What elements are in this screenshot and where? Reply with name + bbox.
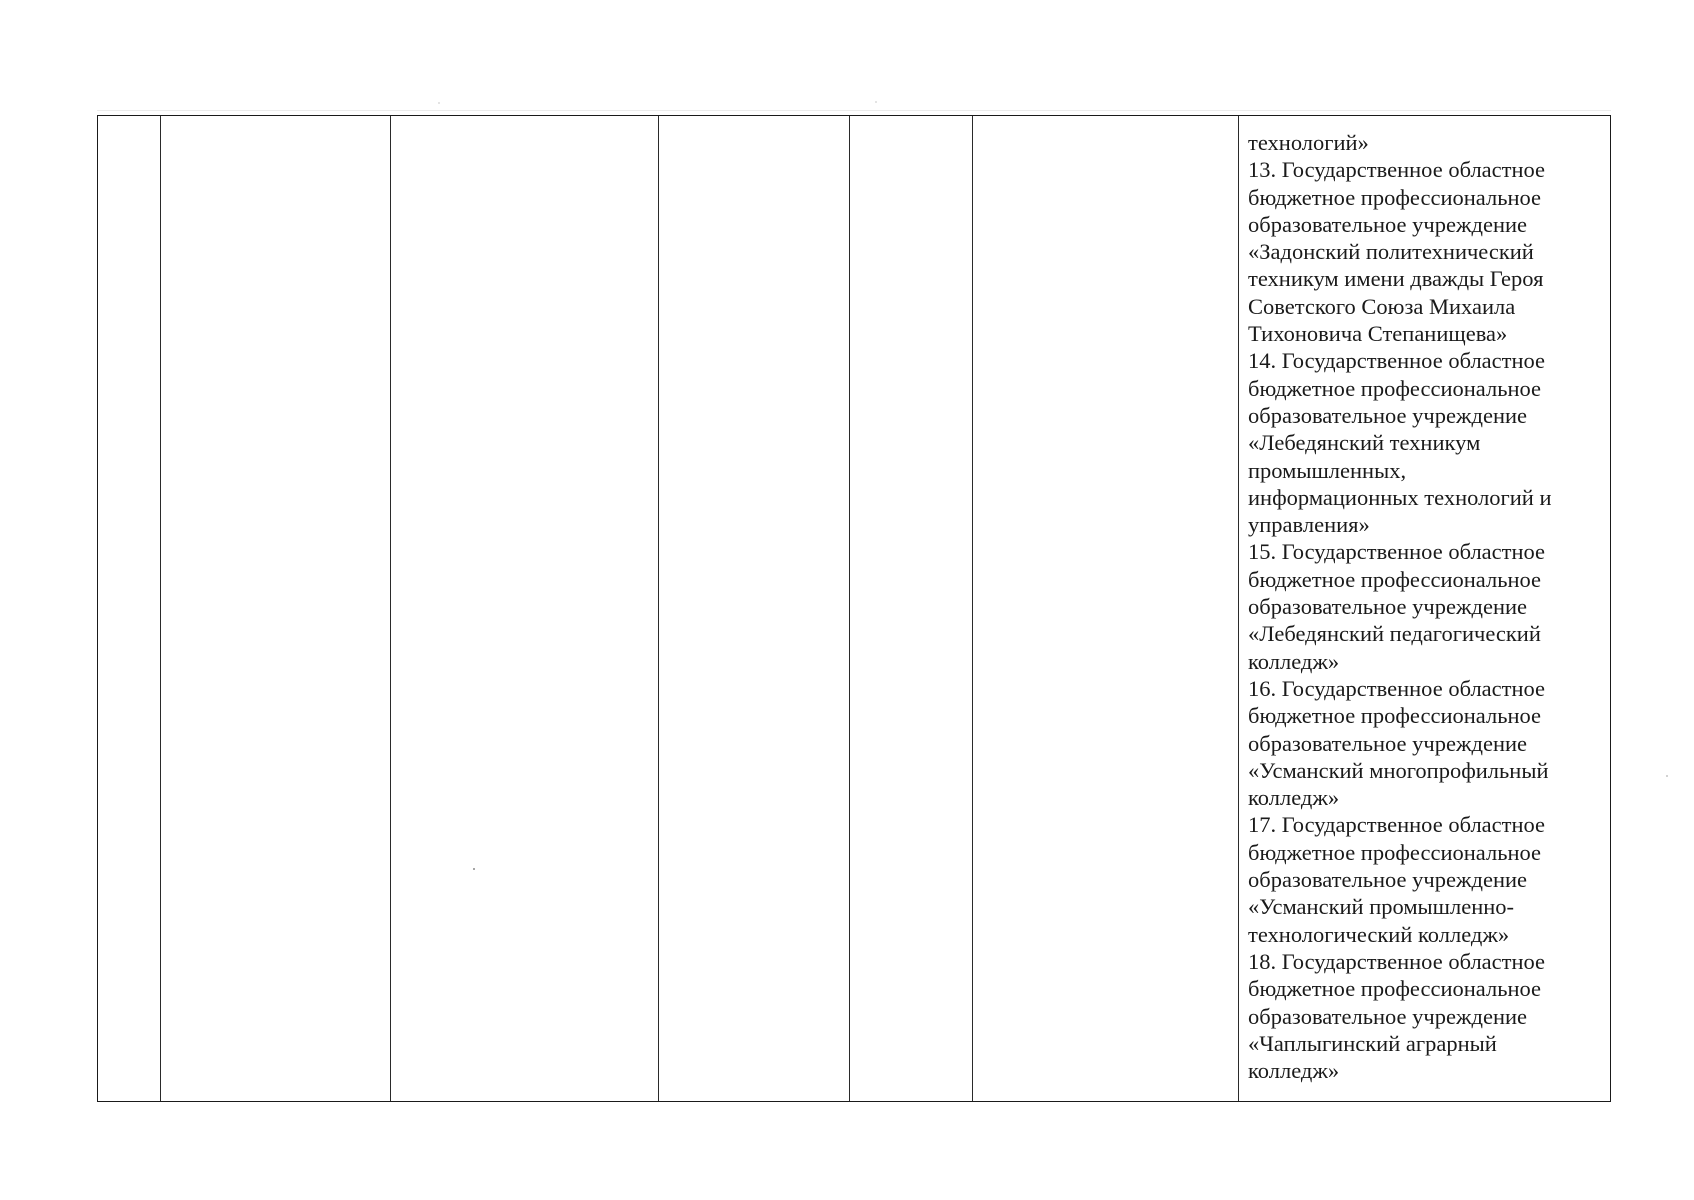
list-line: образовательное учреждение [1248,211,1528,237]
scan-artifact [875,101,877,103]
column-divider [849,116,850,1101]
list-line: Тихоновича Степанищева» [1248,321,1508,347]
list-line: промышленных, [1248,457,1407,483]
column-divider [390,116,391,1101]
list-line: колледж» [1248,648,1340,674]
list-line: 15. Государственное областное [1248,539,1546,565]
list-line: «Чаплыгинский аграрный [1248,1030,1497,1056]
list-line: бюджетное профессиональное [1248,839,1542,865]
list-line: 16. Государственное областное [1248,675,1546,701]
scan-artifact [1666,775,1668,777]
list-line: «Лебедянский техникум [1248,430,1481,456]
scan-artifact [97,110,1611,111]
column-divider [658,116,659,1101]
list-line: бюджетное профессиональное [1248,703,1542,729]
list-line: бюджетное профессиональное [1248,184,1542,210]
list-line: 13. Государственное областное [1248,157,1546,183]
scan-artifact [438,102,440,104]
list-line: образовательное учреждение [1248,594,1528,620]
document-table [97,115,1611,1102]
column-divider [972,116,973,1101]
list-line: колледж» [1248,785,1340,811]
list-line: «Усманский промышленно- [1248,894,1515,920]
list-line: управления» [1248,512,1370,538]
list-line: образовательное учреждение [1248,402,1528,428]
list-line: информационных технологий и [1248,484,1552,510]
list-line: Советского Союза Михаила [1248,293,1516,319]
column-divider [160,116,161,1101]
list-line: колледж» [1248,1058,1340,1084]
list-line: бюджетное профессиональное [1248,375,1542,401]
column-divider [1238,116,1239,1101]
list-line: технологий» [1248,130,1369,155]
list-line: «Задонский политехнический [1248,239,1534,265]
list-line: образовательное учреждение [1248,1003,1528,1029]
list-line: бюджетное профессиональное [1248,976,1542,1002]
list-line: бюджетное профессиональное [1248,566,1542,592]
list-line: техникум имени дважды Героя [1248,266,1544,292]
list-line: образовательное учреждение [1248,867,1528,893]
list-line: «Лебедянский педагогический [1248,621,1541,647]
list-line: 17. Государственное областное [1248,812,1546,838]
list-line: образовательное учреждение [1248,730,1528,756]
list-line: технологический колледж» [1248,921,1510,947]
list-line: 18. Государственное областное [1248,948,1546,974]
scan-artifact [473,868,475,870]
institutions-list-cell [1248,129,1598,1084]
list-line: 14. Государственное областное [1248,348,1546,374]
list-line: «Усманский многопрофильный [1248,757,1549,783]
